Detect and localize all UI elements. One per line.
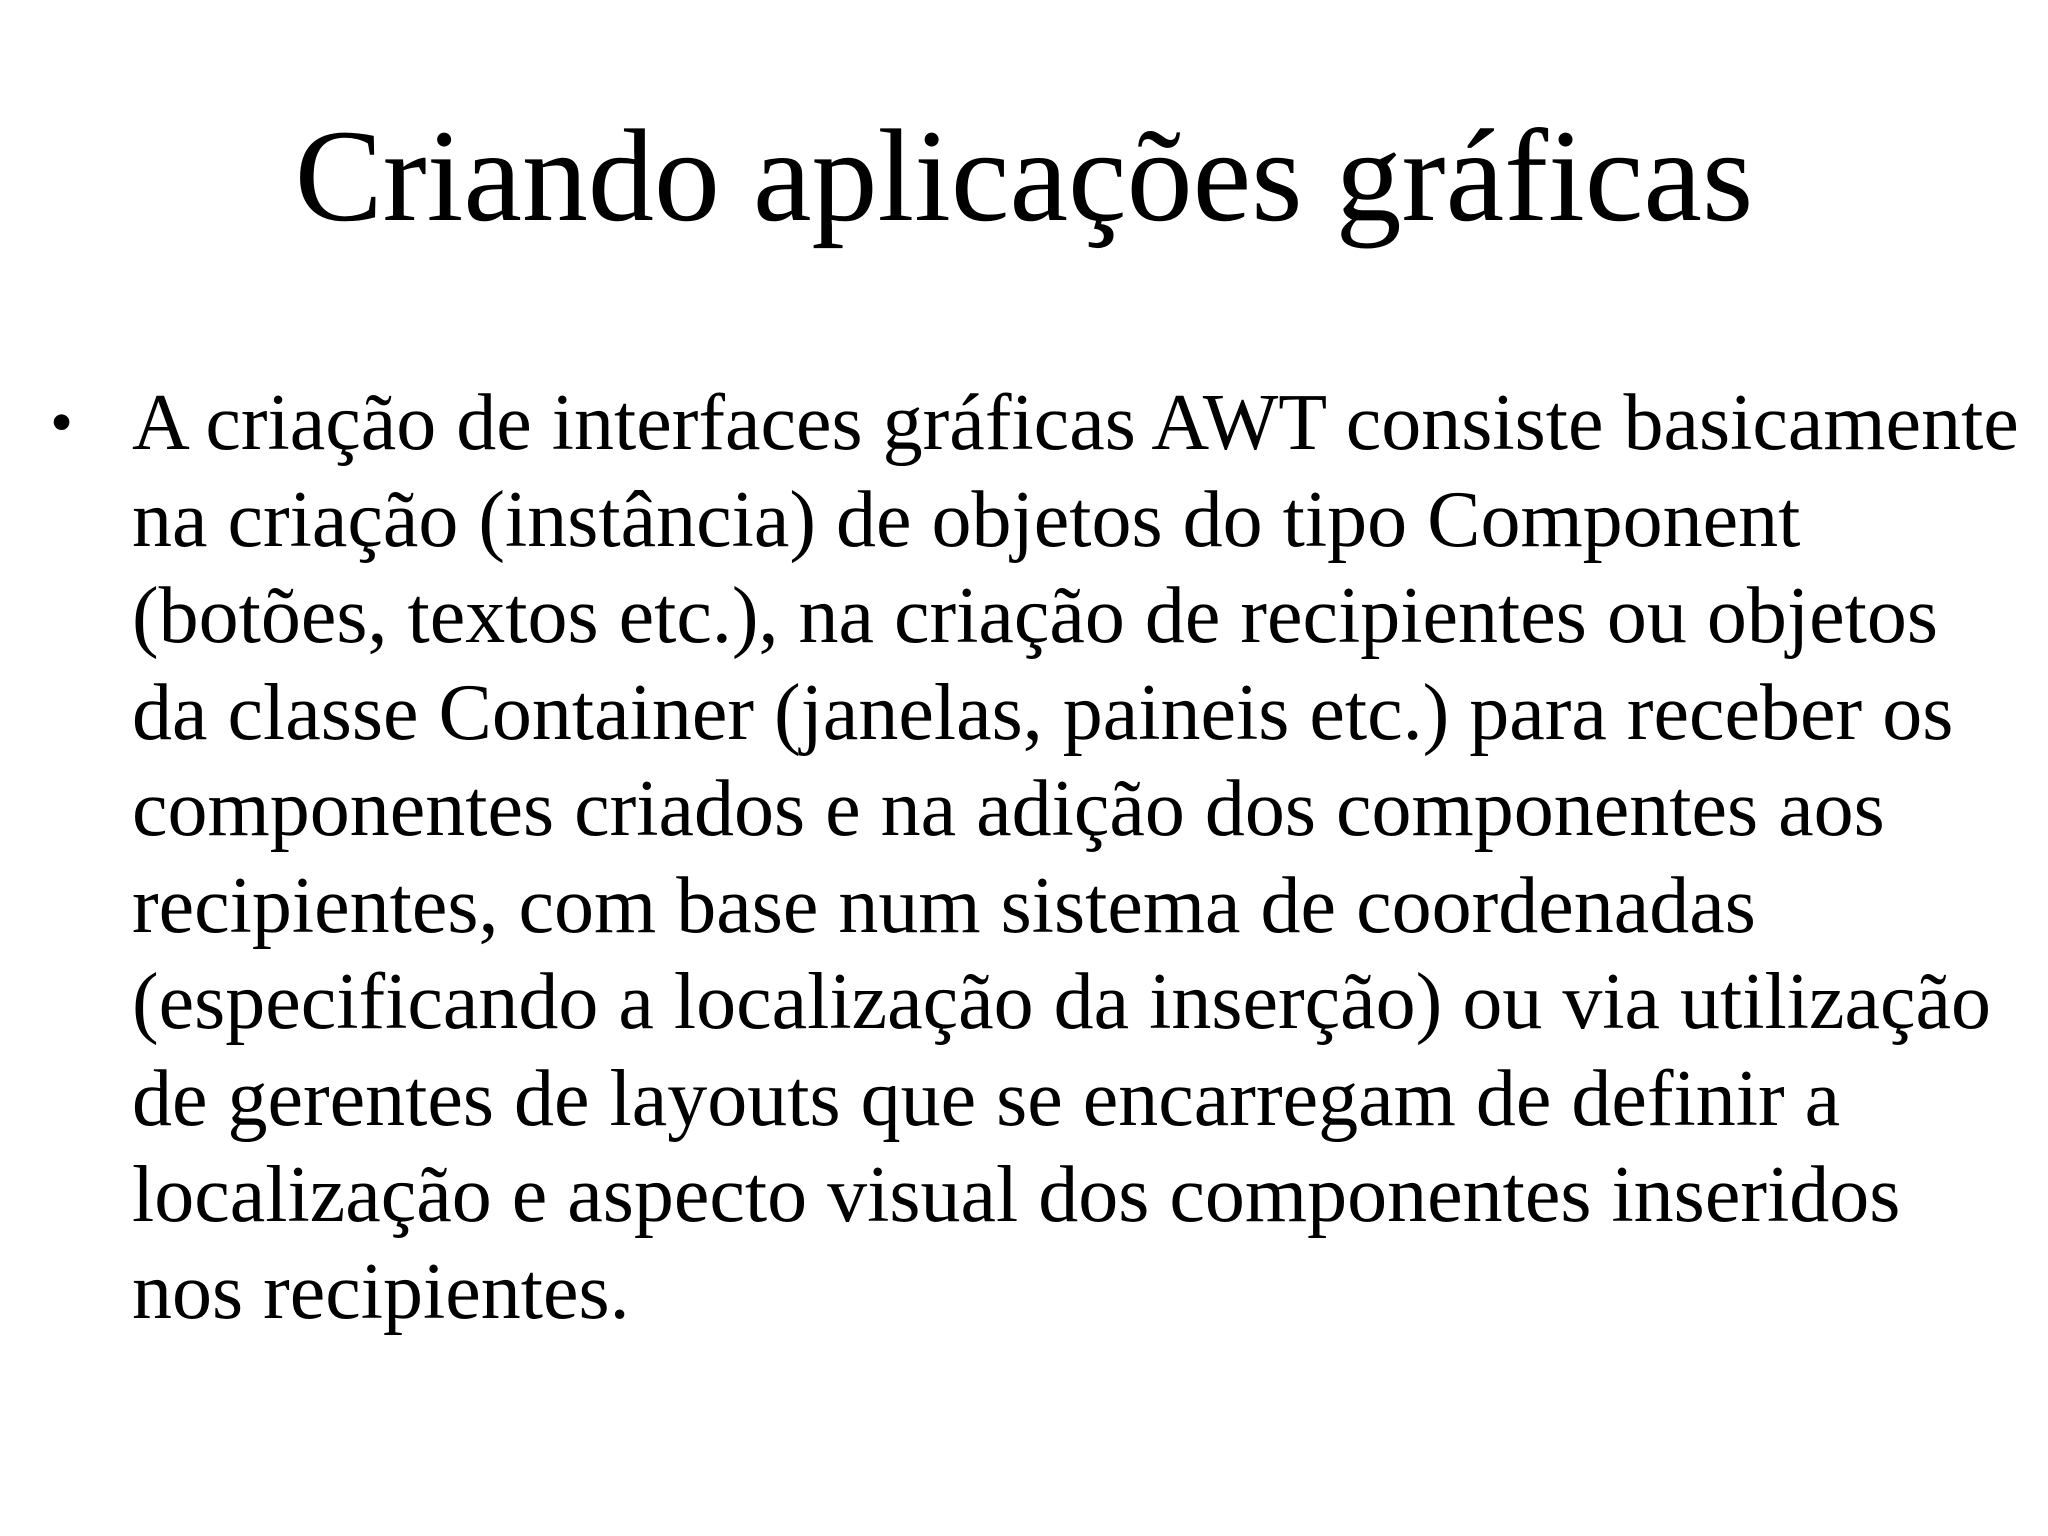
bullet-list [42, 375, 2022, 1340]
bullet-item [42, 375, 2022, 1340]
bullet-text: A criação de interfaces gráficas AWT consiste basicamente na criação (instância) de objetos do tipo Component (botões, textos etc.), na criação de recipientes ou objetos da classe Container (janelas, paineis etc.) para receber os componentes criados e na adição dos componentes aos recipientes, com base num sistema de coordenadas (especificando a localização da inserção) ou via utilização de gerentes de layouts que se encarregam de definir a localização e aspecto visual dos componentes inseridos nos recipientes. [132, 379, 2019, 1336]
slide-title: Criando aplicações gráficas [294, 102, 1754, 249]
bullet-marker: • [50, 386, 74, 459]
